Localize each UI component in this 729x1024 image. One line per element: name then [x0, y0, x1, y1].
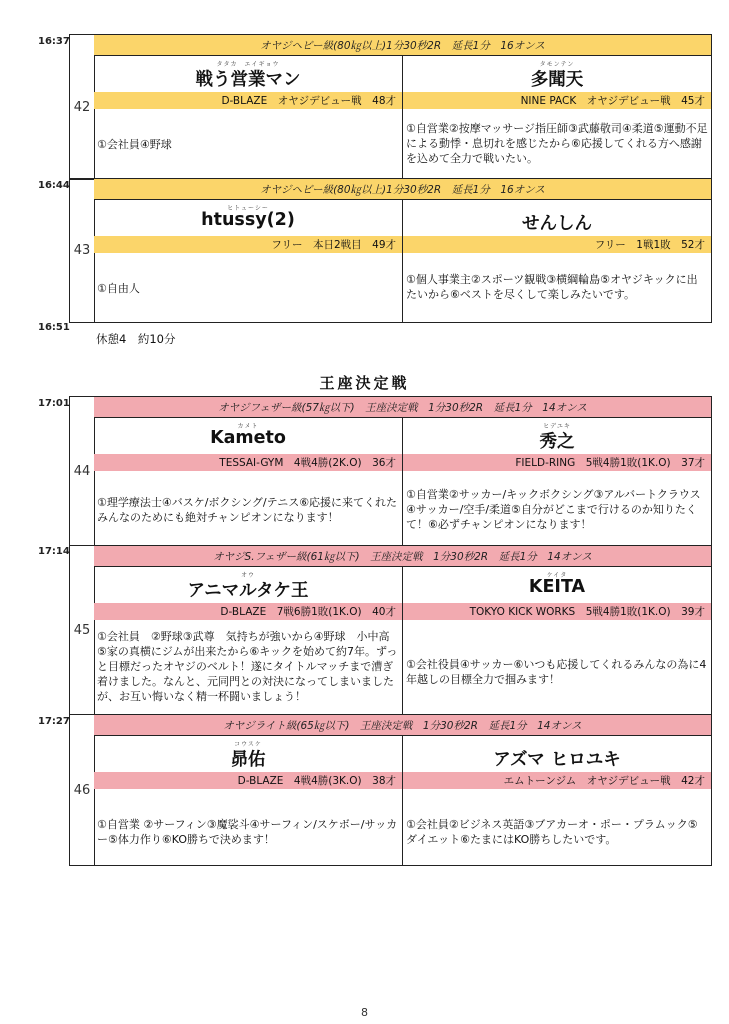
fighter-info: TOKYO KICK WORKS 5戦4勝1敗(1K.O) 39才	[403, 603, 711, 620]
bout-number: 46	[70, 715, 95, 865]
bout-time: 17:14	[38, 546, 70, 557]
fighter-info: FIELD-RING 5戦4勝1敗(1K.O) 37才	[403, 454, 711, 471]
fighter-ruby: ヒトューシー	[227, 205, 269, 212]
bout-number: 42	[70, 35, 95, 179]
fighter-info: エムトーンジム オヤジデビュー戦 42才	[403, 772, 711, 789]
bout-time: 17:01	[38, 398, 70, 409]
fighter-right	[403, 735, 711, 865]
page-number: 8	[361, 1006, 368, 1019]
fighter-ruby: ヒデユキ	[543, 423, 571, 430]
fighter-name: 昴佑	[230, 750, 266, 770]
fighter-ruby: ケイタ	[546, 572, 568, 579]
fighter-name: 秀之	[539, 432, 575, 452]
bout-number: 43	[70, 179, 95, 322]
fighter-info: D-BLAZE 4戦4勝(3K.O) 38才	[94, 772, 402, 789]
fighter-info: D-BLAZE オヤジデビュー戦 48才	[94, 92, 402, 109]
fighter-ruby: コウスケ	[234, 741, 262, 748]
fighter-right	[403, 199, 711, 322]
bout-time: 16:44	[38, 180, 70, 191]
fighter-description: ①個人事業主②スポーツ観戦③横綱輪島⑤オヤジキックに出たいから⑥ベストを尽くして楽しみたいです。	[406, 273, 698, 301]
bout-time: 16:37	[38, 36, 70, 47]
fighter-description: ①自営業 ②サーフィン③魔裟斗④サーフィン/スケボー/サッカー⑤体力作り⑥KO勝ちで決めます！	[97, 818, 398, 846]
bout-time: 16:51	[38, 322, 70, 333]
fighter-right	[403, 417, 711, 545]
fighter-name: htussy(2)	[201, 210, 295, 230]
bout-header: オヤジS.フェザー級(61㎏以下) 王座決定戦 1分30秒2R 延長1分 14オンス	[94, 546, 711, 567]
bout-header: オヤジヘビー級(80㎏以上)1分30秒2R 延長1分 16オンス	[94, 35, 711, 56]
bout-block-44	[69, 396, 712, 546]
fighter-name: アズマ ヒロユキ	[493, 750, 621, 770]
fighter-name: 多聞天	[530, 70, 584, 90]
fighter-left	[94, 735, 403, 865]
fighter-right	[403, 55, 711, 179]
bout-number: 45	[70, 546, 95, 714]
fighter-description: ①会社員②ビジネス英語③ブアカーオ・ポー・プラムック⑤ダイエット⑥たまにはKO勝ちしたいです。	[406, 818, 698, 846]
fighter-info: フリー 本日2戦目 49才	[94, 236, 402, 253]
fighter-info: フリー 1戦1敗 52才	[403, 236, 711, 253]
fighter-description: ①会社員④野球	[97, 138, 172, 151]
fighter-description: ①自由人	[97, 282, 140, 295]
bout-header: オヤジフェザー級(57㎏以下) 王座決定戦 1分30秒2R 延長1分 14オンス	[94, 397, 711, 418]
bout-block-43	[69, 178, 712, 323]
fighter-description: ①自営業②サッカー/キックボクシング③アルバートクラウス④サッカー/空手/柔道⑤自分がどこまで行けるのか知りたくて！⑥必ずチャンピオンになります！	[406, 488, 701, 531]
bout-block-42	[69, 34, 712, 180]
fighter-description: ①会社役員④サッカー⑥いつも応援してくれるみんなの為に4年越しの目標全力で掴みます！	[406, 658, 707, 686]
fighter-info: TESSAI-GYM 4戦4勝(2K.O) 36才	[94, 454, 402, 471]
fighter-left	[94, 417, 403, 545]
fighter-right	[403, 566, 711, 714]
fighter-name: せんしん	[522, 214, 592, 234]
fighter-info: D-BLAZE 7戦6勝1敗(1K.O) 40才	[94, 603, 402, 620]
fighter-info: NINE PACK オヤジデビュー戦 45才	[403, 92, 711, 109]
fighter-description: ①理学療法士④バスケ/ボクシング/テニス⑥応援に来てくれたみんなのためにも絶対チャンピオンになります！	[97, 496, 398, 524]
fighter-description: ①会社員 ②野球③武尊 気持ちが強いから④野球 小中高⑤家の真横にジムが出来たから⑥キックを始めて約7年。ずっと目標だったオヤジのベルト！遂にタイトルマッチまで漕ぎ着けました。なんと、元同門との対決になってしまいましたが、お互い悔いなく精一杯闘いましょう！	[97, 630, 398, 703]
bout-header: オヤジヘビー級(80㎏以上)1分30秒2R 延長1分 16オンス	[94, 179, 711, 200]
fighter-left	[94, 566, 403, 714]
section-title: 王座決定戦	[319, 374, 410, 392]
fighter-name: アニマルタケ王	[187, 581, 309, 601]
fighter-description: ①自営業②按摩マッサージ指圧師③武藤敬司④柔道⑤運動不足による動悸・息切れを感じたから⑥応援してくれる方へ感謝を込めて全力で戦いたい。	[406, 122, 708, 165]
fighter-ruby: カメト	[237, 423, 259, 430]
bout-header: オヤジライト級(65㎏以下) 王座決定戦 1分30秒2R 延長1分 14オンス	[94, 715, 711, 736]
bout-block-45	[69, 545, 712, 715]
fighter-left	[94, 199, 403, 322]
fighter-ruby: オウ	[240, 572, 255, 579]
break-notice: 休憩4 約10分	[96, 332, 176, 346]
fighter-name: Kameto	[210, 428, 286, 448]
bout-time: 17:27	[38, 716, 70, 727]
fighter-left	[94, 55, 403, 179]
fighter-ruby: タモンテン	[539, 61, 575, 68]
bout-block-46	[69, 714, 712, 866]
fighter-name: 戦う営業マン	[195, 70, 301, 90]
fighter-name: KEITA	[528, 577, 586, 597]
bout-number: 44	[70, 397, 95, 545]
fighter-ruby: タタカ エイギョウ	[216, 61, 280, 68]
